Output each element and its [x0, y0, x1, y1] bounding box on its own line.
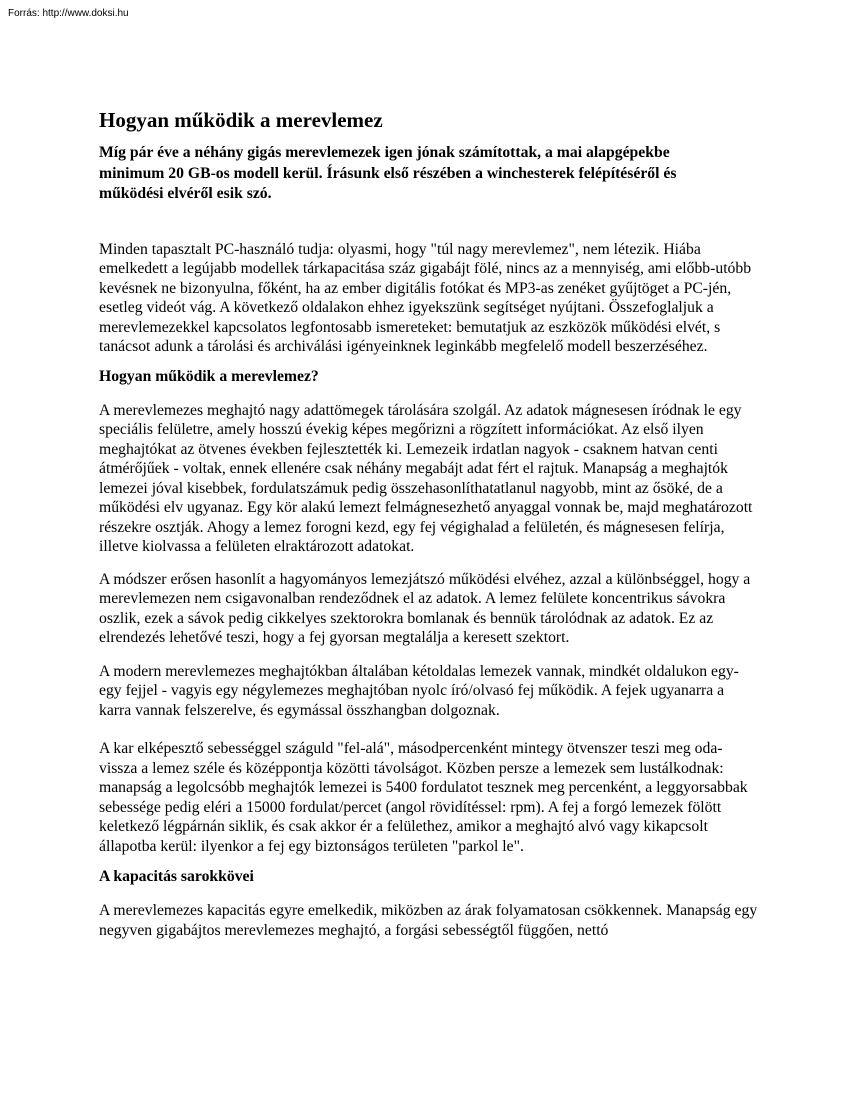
- source-label: Forrás:: [8, 8, 40, 19]
- article-lead: Míg pár éve a néhány gigás merevlemezek igen jónak számítottak, a mai alapgépekbe minimum 20 GB-os modell kerül. Írásunk első részében a winchesterek felépítéséről és működési elvéről esik szó.: [99, 144, 677, 202]
- section-heading-how-it-works: Hogyan működik a merevlemez?: [99, 367, 319, 385]
- source-line: [8, 8, 129, 19]
- paragraph-intro: Minden tapasztalt PC-használó tudja: olyasmi, hogy "túl nagy merevlemez", nem létezik. Hiába emelkedett a legújabb modellek tárkapacitása száz gigabájt fölé, nincs az a mennyiség, ami előbb-utóbb kevésnek ne bizonyulna, főként, ha az ember digitális fotókat és MP3-as zenéket gyűjtöget a PC-jén, esetleg videót vág. A következő oldalakon ehhez igyekszünk segítséget nyújtani. Összefoglaljuk a merevlemezekkel kapcsolatos legfontosabb ismereteket: bemutatjuk az eszközök működési elvét, s tanácsot adunk a tárolási és archiválási igényeinknek leginkább megfelelő modell beszerzéséhez.: [99, 240, 752, 355]
- article: [99, 106, 759, 940]
- section-heading-capacity: A kapacitás sarokkövei: [99, 868, 254, 885]
- paragraph-capacity: A merevlemezes kapacitás egyre emelkedik, miközben az árak folyamatosan csökkennek. Manapság egy negyven gigabájtos merevlemezes meghajtó, a forgási sebességtől függően, nettó: [99, 902, 758, 939]
- source-link[interactable]: http://www.doksi.hu: [42, 8, 129, 19]
- paragraph-arm-speed: A kar elképesztő sebességgel száguld "fel-alá", másodpercenként mintegy ötvenszer teszi meg oda-vissza a lemez széle és középpontja közötti távolságot. Közben persze a lemezek sem lustálkodnak: manapság a legolcsóbb meghajtók lemezei is 5400 fordulatot tesznek meg percenként, a leggyorsabbak sebessége pedig eléri a 15000 fordulat/percet (angol rövidítéssel: rpm). A fej a forgó lemezek fölött keletkező légpárnán siklik, és csak akkor ér a felülethez, amikor a meghajtó alvó vagy kikapcsolt állapotba kerül: ilyenkor a fej egy biztonságos területen "parkol le".: [99, 740, 748, 855]
- paragraph-how-it-works: A merevlemezes meghajtó nagy adattömegek tárolására szolgál. Az adatok mágnesesen íródnak le egy speciális felületre, amely hosszú évekig képes megőrizni a rögzített információkat. Az első ilyen meghajtókat az ötvenes években fejlesztették ki. Lemezeik irdatlan nagyok - csaknem hatvan centi átmérőjűek - voltak, ennek ellenére csak néhány megabájt adat fért el rajtuk. Manapság a meghajtók lemezei jóval kisebbek, fordulatszámuk pedig összehasonlíthatatlanul nagyobb, mint az ősöké, de a működési elv ugyanaz. Egy kör alakú lemezt felmágnesezhető anyaggal vonnak be, majd meghatározott részekre osztják. Ahogy a lemez forogni kezd, egy fej végighalad a felületén, és mágnesesen felírja, illetve kiolvassa a felületen elraktározott adatokat.: [99, 401, 753, 555]
- paragraph-heads: A modern merevlemezes meghajtókban általában kétoldalas lemezek vannak, mindkét oldalukon egy-egy fejjel - vagyis egy négylemezes meghajtóban nyolc író/olvasó fej működik. A fejek ugyanarra a karra vannak felszerelve, és egymással összhangban dolgoznak.: [99, 662, 739, 719]
- article-title: Hogyan működik a merevlemez: [99, 108, 383, 132]
- paragraph-method: A módszer erősen hasonlít a hagyományos lemezjátszó működési elvéhez, azzal a különbséggel, hogy a merevlemezen nem csigavonalban rendeződnek el az adatok. A lemez felülete koncentrikus sávokra oszlik, ezek a sávok pedig cikkelyes szektorokra bomlanak és bennük tárolódnak az adatok. Ez az elrendezés lehetővé teszi, hogy a fej gyorsan megtalálja a keresett szektort.: [99, 570, 751, 646]
